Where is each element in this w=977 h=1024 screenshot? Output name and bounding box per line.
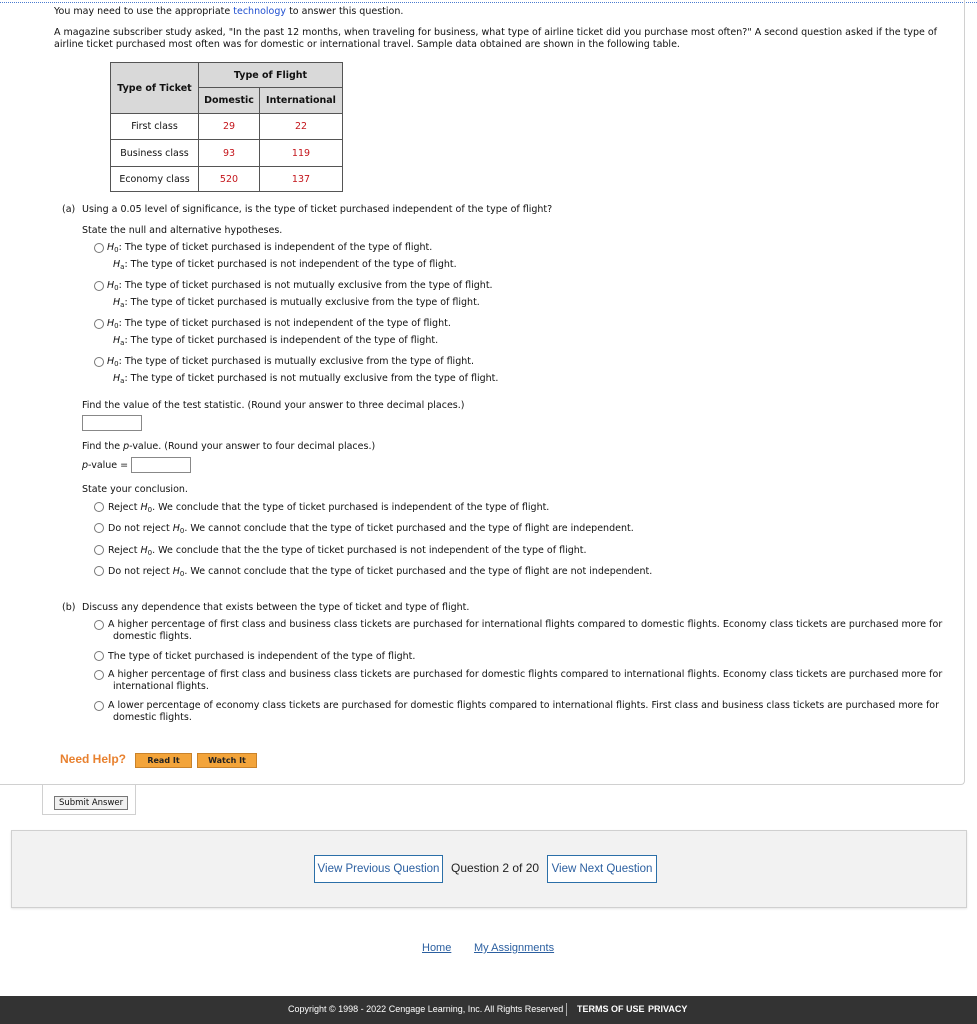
- technology-link[interactable]: technology: [233, 6, 287, 17]
- hypothesis-radio-2[interactable]: [94, 281, 104, 291]
- hypothesis-ha-2: $H_a$: The type of ticket purchased is mutually exclusive from the type of flight.: [113, 297, 480, 309]
- cell-domestic: 520: [199, 167, 260, 192]
- page-footer: [0, 996, 977, 1024]
- test-statistic-input[interactable]: [82, 415, 142, 431]
- table-row: [111, 140, 343, 167]
- copyright-text: Copyright © 1998 - 2022 Cengage Learning, Inc. All Rights Reserved: [288, 1004, 564, 1014]
- part-a-label: (a): [62, 204, 76, 215]
- hypothesis-ha-4: $H_a$: The type of ticket purchased is not mutually exclusive from the type of flight.: [113, 373, 499, 385]
- part-a-question: Using a 0.05 level of significance, is the type of ticket purchased independent of the type of flight?: [82, 204, 553, 215]
- row-header-cell: Type of Ticket: [111, 63, 199, 114]
- hypothesis-h0-3: $H_0$: The type of ticket purchased is not independent of the type of flight.: [107, 318, 451, 330]
- dependence-option-3: A higher percentage of first class and business class tickets are purchased for domestic flights compared to international flights. Economy class tickets are purchased more for international flights.: [108, 669, 943, 692]
- dependence-radio-3[interactable]: [94, 670, 104, 680]
- read-it-button[interactable]: Read It: [135, 753, 192, 768]
- group-header-cell: Type of Flight: [199, 63, 343, 88]
- table-row: [111, 114, 343, 140]
- hypothesis-ha-3: $H_a$: The type of ticket purchased is independent of the type of flight.: [113, 335, 439, 347]
- pvalue-prompt: Find the p-value. (Round your answer to four decimal places.): [82, 441, 376, 452]
- part-b-question: Discuss any dependence that exists between the type of ticket and type of flight.: [82, 602, 470, 613]
- question-intro: A magazine subscriber study asked, "In the past 12 months, when traveling for business, what type of airline ticket did you purchase most often?" A second question asked if the type of airline ticket purchased most often was for domestic or international travel. Sample data obtained are shown in the following table.: [54, 27, 938, 50]
- conclusion-prompt: State your conclusion.: [82, 484, 188, 495]
- home-link[interactable]: Home: [422, 942, 452, 954]
- cell-domestic: 29: [199, 114, 260, 140]
- dependence-option-2: The type of ticket purchased is independent of the type of flight.: [108, 651, 416, 662]
- row-label: Business class: [111, 140, 199, 167]
- conclusion-option-2: Do not reject $H_0$. We cannot conclude that the type of ticket purchased and the type of flight are independent.: [108, 523, 634, 535]
- conclusion-option-4: Do not reject $H_0$. We cannot conclude that the type of ticket purchased and the type of flight are not independent.: [108, 566, 653, 578]
- view-previous-question-button[interactable]: View Previous Question: [314, 855, 443, 883]
- cell-international: 119: [260, 140, 343, 167]
- conclusion-radio-4[interactable]: [94, 566, 104, 576]
- dependence-radio-2[interactable]: [94, 651, 104, 661]
- part-b-label: (b): [62, 602, 76, 613]
- hypothesis-radio-3[interactable]: [94, 319, 104, 329]
- terms-of-use-link[interactable]: TERMS OF USE: [577, 1004, 645, 1014]
- test-statistic-prompt: Find the value of the test statistic. (Round your answer to three decimal places.): [82, 400, 465, 411]
- question-navigation: [11, 830, 967, 908]
- column-header-international: International: [260, 88, 343, 114]
- submit-answer-button[interactable]: Submit Answer: [54, 796, 128, 810]
- hypotheses-prompt: State the null and alternative hypotheses.: [82, 225, 283, 236]
- hypothesis-radio-4[interactable]: [94, 357, 104, 367]
- conclusion-radio-3[interactable]: [94, 545, 104, 555]
- cell-domestic: 93: [199, 140, 260, 167]
- question-counter: Question 2 of 20: [451, 861, 540, 875]
- dependence-option-1: A higher percentage of first class and business class tickets are purchased for international flights compared to domestic flights. Economy class tickets are purchased more for domestic flights.: [108, 619, 943, 642]
- technology-notice: You may need to use the appropriate technology to answer this question.: [54, 6, 404, 17]
- my-assignments-link[interactable]: My Assignments: [474, 942, 555, 954]
- conclusion-option-1: Reject $H_0$. We conclude that the type of ticket purchased is independent of the type of flight.: [108, 502, 550, 514]
- column-header-domestic: Domestic: [199, 88, 260, 114]
- hypothesis-ha-1: $H_a$: The type of ticket purchased is not independent of the type of flight.: [113, 259, 457, 271]
- conclusion-option-3: Reject $H_0$. We conclude that the the type of ticket purchased is not independent of the type of flight.: [108, 545, 587, 557]
- dependence-radio-1[interactable]: [94, 620, 104, 630]
- table-row: [111, 167, 343, 192]
- pvalue-label: p-value =: [82, 460, 129, 471]
- need-help-label: Need Help?: [60, 752, 127, 766]
- row-label: First class: [111, 114, 199, 140]
- pvalue-input[interactable]: [131, 457, 191, 473]
- hypothesis-h0-1: $H_0$: The type of ticket purchased is independent of the type of flight.: [107, 242, 433, 254]
- view-next-question-button[interactable]: View Next Question: [547, 855, 657, 883]
- cell-international: 22: [260, 114, 343, 140]
- conclusion-radio-2[interactable]: [94, 523, 104, 533]
- privacy-link[interactable]: PRIVACY: [648, 1004, 688, 1014]
- hypothesis-radio-1[interactable]: [94, 243, 104, 253]
- ticket-flight-table: [110, 62, 343, 192]
- row-label: Economy class: [111, 167, 199, 192]
- dependence-radio-4[interactable]: [94, 701, 104, 711]
- watch-it-button[interactable]: Watch It: [197, 753, 257, 768]
- dependence-option-4: A lower percentage of economy class tickets are purchased for domestic flights compared to international flights. First class and business class tickets are purchased more for domestic flights.: [108, 700, 940, 723]
- hypothesis-h0-4: $H_0$: The type of ticket purchased is mutually exclusive from the type of flight.: [107, 356, 474, 368]
- hypothesis-h0-2: $H_0$: The type of ticket purchased is not mutually exclusive from the type of flight.: [107, 280, 493, 292]
- conclusion-radio-1[interactable]: [94, 502, 104, 512]
- footer-divider: [566, 1003, 567, 1016]
- cell-international: 137: [260, 167, 343, 192]
